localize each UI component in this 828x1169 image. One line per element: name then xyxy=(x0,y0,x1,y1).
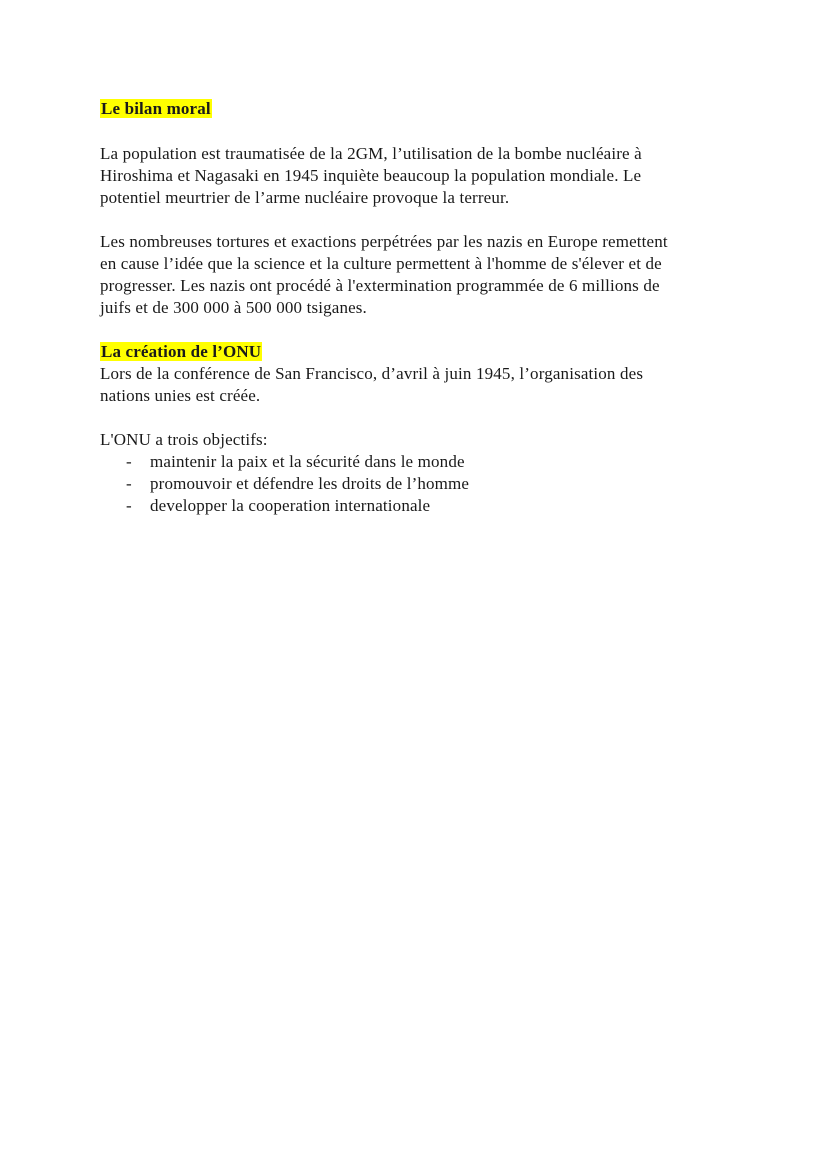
text-line: nations unies est créée. xyxy=(100,386,261,405)
list-intro xyxy=(100,429,268,451)
heading-bilan-moral xyxy=(100,98,212,120)
heading-text: Le bilan moral xyxy=(101,99,211,118)
heading-creation-onu xyxy=(100,341,262,363)
text-line: progresser. Les nazis ont procédé à l'extermination programmée de 6 millions de xyxy=(100,276,660,295)
objectives-list xyxy=(126,451,469,517)
list-item-text: developper la cooperation internationale xyxy=(150,496,431,515)
paragraph xyxy=(100,231,668,319)
list-item xyxy=(126,495,469,517)
text-line: potentiel meurtrier de l’arme nucléaire provoque la terreur. xyxy=(100,188,510,207)
bullet-dash: - xyxy=(126,474,132,493)
list-item xyxy=(126,451,469,473)
list-item xyxy=(126,473,469,495)
text-line: La population est traumatisée de la 2GM, l’utilisation de la bombe nucléaire à xyxy=(100,144,642,163)
bullet-dash: - xyxy=(126,496,132,515)
list-item-text: promouvoir et défendre les droits de l’homme xyxy=(150,474,470,493)
text-line: Hiroshima et Nagasaki en 1945 inquiète beaucoup la population mondiale. Le xyxy=(100,166,642,185)
heading-text: La création de l’ONU xyxy=(101,342,262,361)
text-line: Les nombreuses tortures et exactions perpétrées par les nazis en Europe remettent xyxy=(100,232,668,251)
text-line: juifs et de 300 000 à 500 000 tsiganes. xyxy=(100,298,367,317)
text-line: L'ONU a trois objectifs: xyxy=(100,430,268,449)
paragraph xyxy=(100,143,642,209)
text-line: en cause l’idée que la science et la culture permettent à l'homme de s'élever et de xyxy=(100,254,662,273)
paragraph xyxy=(100,363,643,407)
bullet-dash: - xyxy=(126,452,132,471)
list-item-text: maintenir la paix et la sécurité dans le monde xyxy=(150,452,465,471)
text-line: Lors de la conférence de San Francisco, d’avril à juin 1945, l’organisation des xyxy=(100,364,644,383)
